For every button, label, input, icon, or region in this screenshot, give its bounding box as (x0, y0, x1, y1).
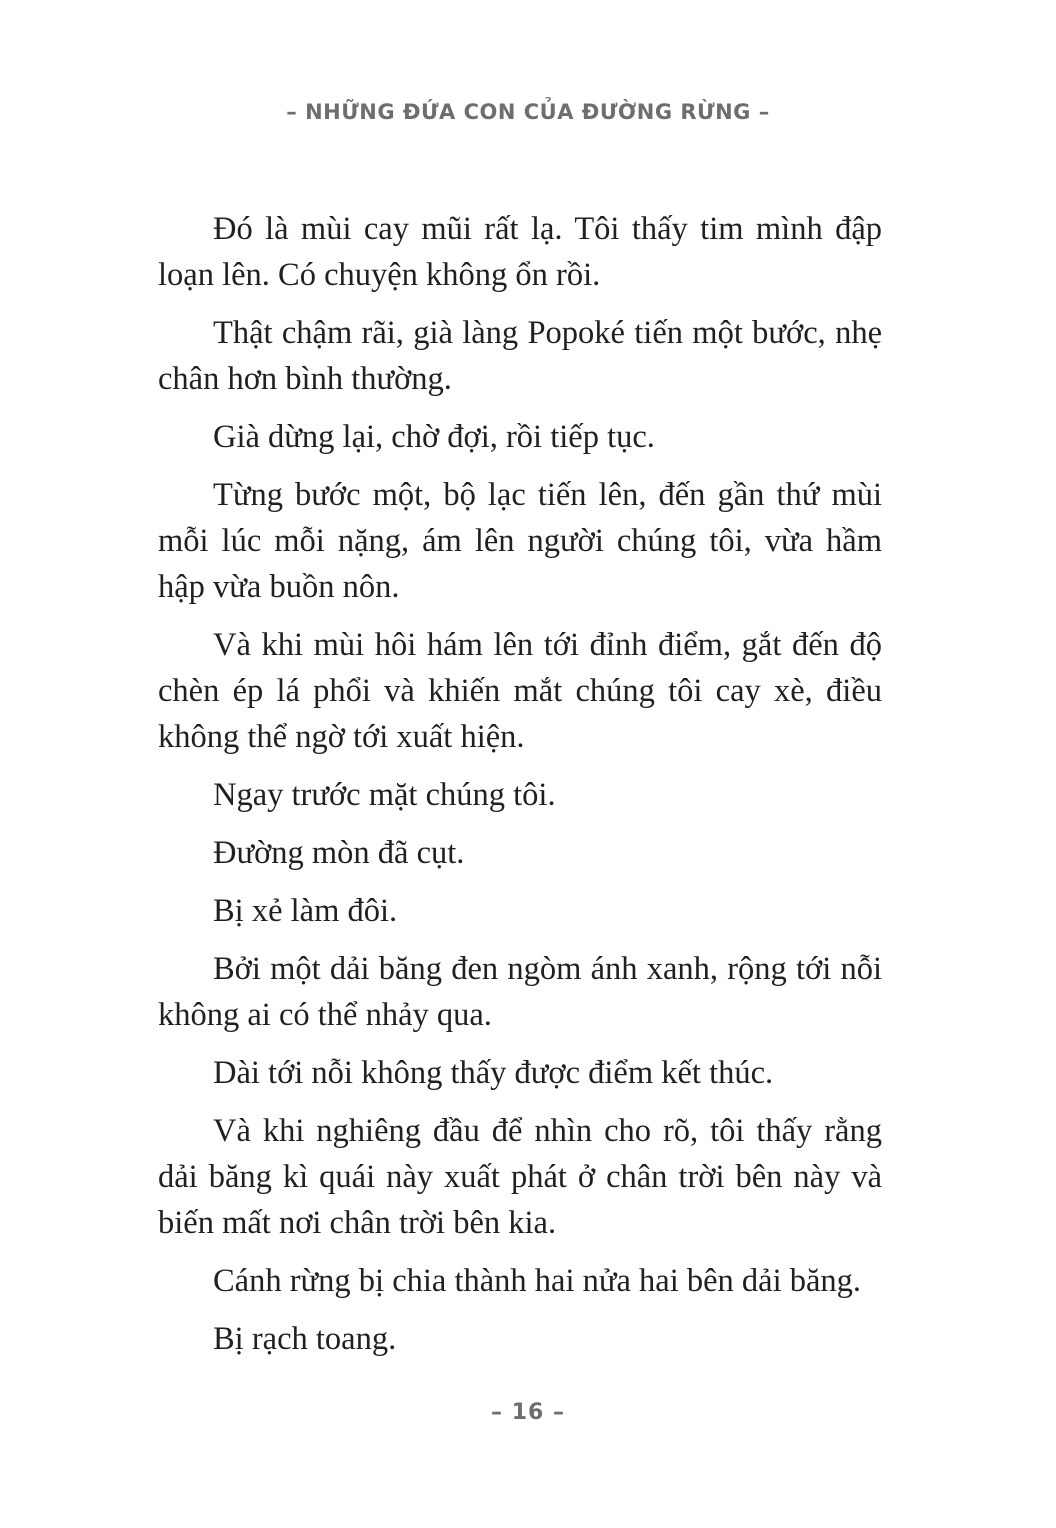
running-header: – NHỮNG ĐỨA CON CỦA ĐƯỜNG RỪNG – (286, 100, 770, 124)
paragraph: Cánh rừng bị chia thành hai nửa hai bên dải băng. (213, 1263, 862, 1299)
paragraph: Ngay trước mặt chúng tôi. (213, 777, 556, 813)
paragraph: Thật chậm rãi, già làng Popoké tiến một bước, nhẹ chân hơn bình thường. (158, 315, 882, 397)
paragraph: Già dừng lại, chờ đợi, rồi tiếp tục. (213, 419, 655, 455)
paragraph: Đó là mùi cay mũi rất lạ. Tôi thấy tim mình đập loạn lên. Có chuyện không ổn rồi. (158, 211, 882, 293)
body-text (158, 206, 882, 1374)
page-number: – 16 – (491, 1400, 565, 1425)
paragraph: Và khi mùi hôi hám lên tới đỉnh điểm, gắt đến độ chèn ép lá phổi và khiến mắt chúng tôi cay xè, điều không thể ngờ tới xuất hiện. (158, 627, 882, 755)
paragraph: Bởi một dải băng đen ngòm ánh xanh, rộng tới nỗi không ai có thể nhảy qua. (158, 951, 882, 1033)
paragraph: Bị xẻ làm đôi. (213, 893, 398, 929)
paragraph: Và khi nghiêng đầu để nhìn cho rõ, tôi thấy rằng dải băng kì quái này xuất phát ở chân trời bên này và biến mất nơi chân trời bên kia. (158, 1113, 882, 1241)
paragraph: Đường mòn đã cụt. (213, 835, 465, 871)
paragraph: Từng bước một, bộ lạc tiến lên, đến gần thứ mùi mỗi lúc mỗi nặng, ám lên người chúng tôi, vừa hầm hập vừa buồn nôn. (158, 477, 882, 605)
paragraph: Dài tới nỗi không thấy được điểm kết thúc. (213, 1055, 774, 1091)
paragraph: Bị rạch toang. (213, 1321, 397, 1357)
